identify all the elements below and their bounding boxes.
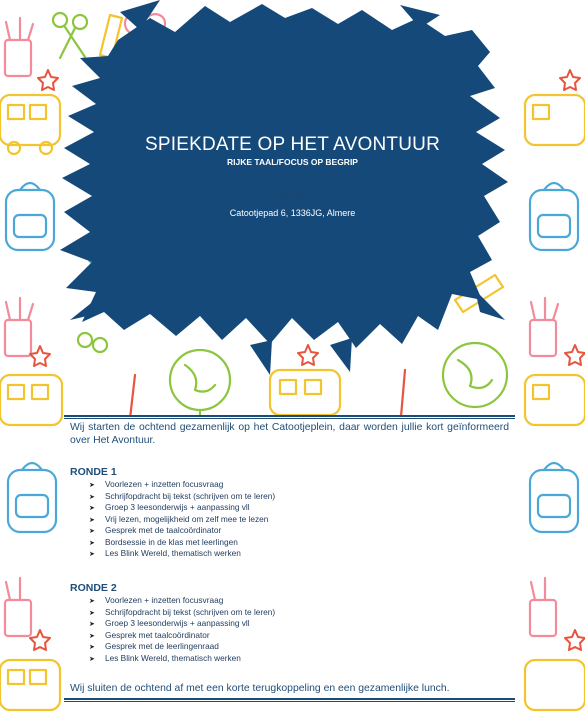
list-item: ➤ Vrij lezen, mogelijkheid om zelf mee te lezen <box>89 514 275 526</box>
divider <box>64 698 515 700</box>
backpack-icon <box>8 463 56 532</box>
pencil-cup-icon <box>5 578 31 636</box>
pencil-cup-icon <box>530 578 556 636</box>
round-2-heading: RONDE 2 <box>70 582 117 594</box>
program-panel <box>64 415 515 703</box>
arrow-bullet-icon: ➤ <box>89 609 95 617</box>
arrow-bullet-icon: ➤ <box>89 655 95 663</box>
arrow-bullet-icon: ➤ <box>89 505 95 512</box>
arrow-bullet-icon: ➤ <box>89 598 95 605</box>
arrow-bullet-icon: ➤ <box>89 632 95 640</box>
intro-paragraph: Wij starten de ochtend gezamenlijk op het Catootjeplein, daar worden jullie kort geïnformeerd over Het Avontuur. <box>70 422 509 446</box>
divider <box>64 701 515 702</box>
school-bus-icon <box>0 660 60 710</box>
backpack-icon <box>530 463 578 532</box>
list-item: ➤ Schrijfopdracht bij tekst (schrijven om te leren) <box>89 491 275 503</box>
round-1-heading: RONDE 1 <box>70 466 117 478</box>
address-text: Catootjepad 6, 1336JG, Almere <box>229 208 356 218</box>
list-item: ➤ Voorlezen + inzetten focusvraag <box>89 479 275 491</box>
list-item: ➤ Groep 3 leesonderwijs + aanpassing vll <box>89 502 275 514</box>
arrow-bullet-icon: ➤ <box>89 644 95 651</box>
list-item: ➤ Bordsessie in de klas met leerlingen <box>89 537 275 549</box>
round-2-list <box>89 595 275 664</box>
page-title: SPIEKDATE OP HET AVONTUUR <box>145 134 440 155</box>
arrow-bullet-icon: ➤ <box>89 621 95 628</box>
page-subtitle: RIJKE TAAL/FOCUS OP BEGRIP <box>227 157 358 167</box>
divider <box>64 418 515 419</box>
arrow-bullet-icon: ➤ <box>89 482 95 489</box>
list-item: ➤ Schrijfopdracht bij tekst (schrijven om te leren) <box>89 607 275 619</box>
list-item: ➤ Gesprek met de leerlingenraad <box>89 641 275 653</box>
address-label: Adres <box>275 189 310 203</box>
school-bus-icon <box>525 660 585 710</box>
round-1-list <box>89 479 275 560</box>
closing-paragraph: Wij sluiten de ochtend af met een korte terugkoppeling en een gezamenlijke lunch. <box>70 683 450 694</box>
divider <box>64 415 515 417</box>
arrow-bullet-icon: ➤ <box>89 493 95 501</box>
arrow-bullet-icon: ➤ <box>89 539 95 547</box>
arrow-bullet-icon: ➤ <box>89 528 95 535</box>
list-item: ➤ Groep 3 leesonderwijs + aanpassing vll <box>89 618 275 630</box>
arrow-bullet-icon: ➤ <box>89 516 95 524</box>
list-item: ➤ Les Blink Wereld, thematisch werken <box>89 548 275 560</box>
list-item: ➤ Voorlezen + inzetten focusvraag <box>89 595 275 607</box>
list-item: ➤ Gesprek met de taalcoördinator <box>89 525 275 537</box>
list-item: ➤ Les Blink Wereld, thematisch werken <box>89 653 275 665</box>
arrow-bullet-icon: ➤ <box>89 551 95 558</box>
list-item: ➤ Gesprek met taalcoördinator <box>89 630 275 642</box>
